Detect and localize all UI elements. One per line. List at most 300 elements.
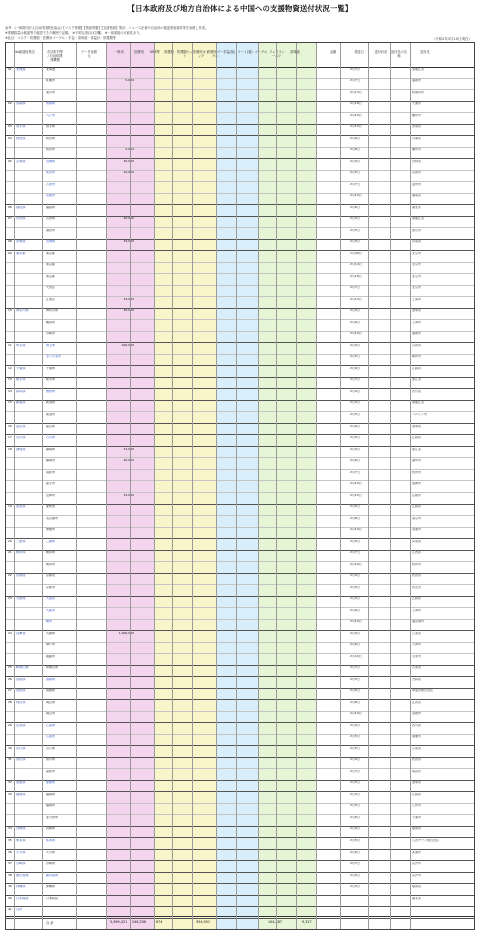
donor-name: 和歌山県 <box>46 666 59 670</box>
shipping-date: 2月4日 <box>350 597 360 601</box>
destination: 北京市 <box>412 286 422 290</box>
donor-name: 石川県 <box>46 436 56 440</box>
donor-name: 東京都 <box>46 274 56 278</box>
destination: 四川省 <box>412 723 422 727</box>
donor-name: 鹿児島県 <box>46 873 59 877</box>
donor-name: 福岡県 <box>46 792 56 796</box>
donor-name: 川崎市 <box>46 332 56 336</box>
shipping-date: 2月7日 <box>350 551 360 555</box>
mask-quantity: 30,000 <box>123 159 134 163</box>
grid-line <box>296 43 297 929</box>
header-cell: 防護服セット <box>177 50 193 58</box>
shipping-date: 2月5日 <box>350 873 360 877</box>
prefecture-name: 愛知県 <box>16 505 26 509</box>
donor-name: 高松市 <box>46 769 56 773</box>
mask-quantity: 200,000 <box>121 343 134 347</box>
row-number: 23 <box>8 597 12 601</box>
destination: 北京市 <box>412 263 422 267</box>
prefecture-name: 茨城県 <box>16 240 26 244</box>
mask-quantity: 31,000 <box>123 447 134 451</box>
total-n95: 874 <box>156 920 163 924</box>
prefecture-name: 沖縄県 <box>16 885 26 889</box>
destination: 重慶市 <box>412 735 422 739</box>
shipping-date: 2月5日 <box>350 505 360 509</box>
donor-name: 大阪府 <box>46 597 56 601</box>
prefecture-name: 長崎県 <box>16 827 26 831</box>
shipping-date: 2月5日 <box>350 412 360 416</box>
donor-name: 三重県 <box>46 539 56 543</box>
destination: 洛陽市 <box>412 712 422 716</box>
shipping-date: 2月5日 <box>350 735 360 739</box>
destination: 上海市 <box>412 297 422 301</box>
grid-line <box>236 43 237 929</box>
shipping-date: 2月5日 <box>350 436 360 440</box>
row-number: 26 <box>8 677 12 681</box>
grid-line <box>192 43 193 929</box>
donor-name: 宮城県 <box>46 159 56 163</box>
prefecture-name: 神奈川県 <box>16 309 29 313</box>
destination: 杭州市 <box>412 562 422 566</box>
shipping-date: 2月13日 <box>350 297 362 301</box>
row-number: 07 <box>8 217 12 221</box>
shipping-date: 2月10日 <box>350 125 362 129</box>
prefecture-name: 山口県 <box>16 746 26 750</box>
destination: 長春市 <box>412 171 422 175</box>
shipping-date: 2月4日 <box>350 309 360 313</box>
header-cell: フェイスシールド <box>269 50 285 58</box>
row-number: 41 <box>8 908 12 912</box>
shipping-date: 2月6日 <box>350 608 360 612</box>
shipping-date: 2月18日 <box>350 274 362 278</box>
destination: 江西省 <box>412 700 422 704</box>
grid-line <box>106 43 107 929</box>
prefecture-name: 広島県 <box>16 723 26 727</box>
grid-line <box>390 43 391 929</box>
row-number: 27 <box>8 689 12 693</box>
note-line: ※品目：マスク・防護服・医療用ゴーグル・手袋・消毒液・体温計・防護服等 <box>5 36 116 40</box>
prefecture-name: 日本政府 <box>16 896 29 900</box>
destination: 広東省 <box>412 631 422 635</box>
prefecture-name: 千葉県 <box>16 366 26 370</box>
row-number: 40 <box>8 896 12 900</box>
donor-name: 長崎県 <box>46 827 56 831</box>
destination: 浙江省 <box>412 447 422 451</box>
note-line: ※寄贈数量は報道等で確認できた範囲で記載。 ※不明な項目は空欄。 ※一部重複の可能性あり。 <box>5 31 143 35</box>
row-number: 12 <box>8 366 12 370</box>
donor-name: 札幌市 <box>46 79 56 83</box>
document-title: 【日本政府及び地方自治体による中国への支援物資送付状況一覧】 <box>127 4 353 13</box>
donor-name: 青森県 <box>46 102 56 106</box>
destination: 甘粛省 <box>412 136 422 140</box>
total-medical: 246,336 <box>132 920 147 924</box>
shipping-date: 2月5日 <box>350 539 360 543</box>
total-suits: 354,951 <box>196 920 211 924</box>
destination: 大連市 <box>412 102 422 106</box>
destination: 湖州市 <box>412 459 422 463</box>
prefecture-name: 宮城県 <box>16 159 26 163</box>
donor-name: 兵庫県 <box>46 631 56 635</box>
row-number: 22 <box>8 574 12 578</box>
prefecture-name: 兵庫県 <box>16 631 26 635</box>
grid-line <box>154 43 155 929</box>
shipping-date: 2月5日 <box>350 689 360 693</box>
header-cell: 手袋(組) <box>222 50 236 54</box>
destination: 太原市 <box>412 654 422 658</box>
destination: 大連市 <box>412 815 422 819</box>
mask-quantity: 20,000 <box>123 459 134 463</box>
prefecture-name: 愛媛県 <box>16 781 26 785</box>
shipping-date: 2月7日 <box>350 286 360 290</box>
destination: 山東省 <box>412 746 422 750</box>
row-number: 39 <box>8 885 12 889</box>
header-cell: 医療用 <box>134 50 144 54</box>
destination: 湖北省 <box>412 205 422 209</box>
shipping-date: 2月4日 <box>350 885 360 889</box>
shipping-date: 1月30日 <box>350 251 362 255</box>
destination: 蘭州市 <box>412 148 422 152</box>
shipping-date: 2月5日 <box>350 171 360 175</box>
donor-name: 沖縄県 <box>46 885 56 889</box>
row-number: 03 <box>8 125 12 129</box>
shipping-date: 2月13日 <box>350 90 362 94</box>
shipping-date: 2月5日 <box>350 746 360 750</box>
prefecture-name: 栃木県 <box>16 378 26 382</box>
donor-name: 静岡市 <box>46 459 56 463</box>
destination: 瀋陽市 <box>412 332 422 336</box>
grid-line <box>42 43 43 929</box>
donor-name: 京都府 <box>46 574 56 578</box>
row-number: 11 <box>8 343 12 347</box>
row-number: 21 <box>8 551 12 555</box>
row-number: 35 <box>8 838 12 842</box>
destination: 西安市 <box>412 585 422 589</box>
donor-name: 千葉県 <box>46 366 56 370</box>
destination: 温州市 <box>412 182 422 186</box>
prefecture-name: 山形県 <box>16 217 26 221</box>
donor-name: 沼津市 <box>46 493 56 497</box>
shipping-date: 2月7日 <box>350 666 360 670</box>
destination: 寧夏回族自治区 <box>412 689 434 693</box>
donor-name: 京都市 <box>46 585 56 589</box>
destination: 長沙市 <box>412 862 422 866</box>
shipping-date: 2月5日 <box>350 838 360 842</box>
row-number: 30 <box>8 746 12 750</box>
prefecture-name: 鳥取県 <box>16 677 26 681</box>
donor-name: 姫路市 <box>46 654 56 658</box>
shipping-date: 2月10日 <box>350 562 362 566</box>
donor-name: 岡山市 <box>46 712 56 716</box>
prefecture-name: 静岡県 <box>16 447 26 451</box>
destination: 広州市 <box>412 804 422 808</box>
destination: 江蘇省 <box>412 792 422 796</box>
donor-name: 日本政府 <box>46 896 59 900</box>
donor-name: 愛知県 <box>46 505 56 509</box>
shipping-date: 2月4日 <box>350 159 360 163</box>
destination: 鄭州市 <box>412 355 422 359</box>
row-number: 06 <box>8 205 12 209</box>
shipping-date: 2月6日 <box>350 136 360 140</box>
shipping-date: 2月14日 <box>350 263 362 267</box>
shipping-date: 2月10日 <box>350 654 362 658</box>
row-number: 33 <box>8 792 12 796</box>
donor-name: 愛媛県 <box>46 781 56 785</box>
donor-name: 仙台市 <box>46 171 56 175</box>
donor-name: 栃木県 <box>46 378 56 382</box>
donor-name: 広島県 <box>46 723 56 727</box>
donor-name: 北海道 <box>46 67 56 71</box>
destination: 湖北省 <box>412 896 422 900</box>
destination: 吉林省 <box>412 677 422 681</box>
shipping-date: 2月7日 <box>350 182 360 186</box>
header-cell: 市区町村等 / 自治体関連機関 <box>47 50 63 62</box>
prefecture-name: 熊本県 <box>16 838 26 842</box>
header-cell: コート(着) <box>237 50 253 54</box>
row-number: 17 <box>8 436 12 440</box>
donor-name: 静岡県 <box>46 447 56 451</box>
destination: 四川省 <box>412 389 422 393</box>
donor-name: 大田区 <box>46 286 56 290</box>
mask-quantity: 15,000 <box>123 493 134 497</box>
mask-quantity: 34,000 <box>123 297 134 301</box>
destination: 遼寧省 <box>412 424 422 428</box>
donor-name: 埼玉県 <box>46 343 56 347</box>
grid-line <box>340 43 341 929</box>
shipping-date: 2月10日 <box>350 113 362 117</box>
shipping-date: 2月6日 <box>350 815 360 819</box>
donor-name: 山形県 <box>46 217 56 221</box>
header-cell: 防護服 <box>164 50 174 54</box>
prefecture-name: 岩手県 <box>16 125 26 129</box>
destination: 江蘇省 <box>412 597 422 601</box>
donor-name: 香川県 <box>46 758 56 762</box>
grid-line <box>76 43 77 929</box>
row-number: 01 <box>8 67 12 71</box>
shipping-date: 2月18日 <box>350 102 362 106</box>
destination: 河南省 <box>412 539 422 543</box>
mask-quantity: 10,000 <box>123 171 134 175</box>
destination: 唐山市 <box>412 228 422 232</box>
row-number: 28 <box>8 700 12 704</box>
destination: 北京市 <box>412 251 422 255</box>
donor-name: 茨城県 <box>46 240 56 244</box>
destination: 南通市 <box>412 528 422 532</box>
destination: 広西チワン族自治区 <box>412 838 440 842</box>
row-number: 09 <box>8 251 12 255</box>
shipping-date: 2月10日 <box>350 332 362 336</box>
row-number: 04 <box>8 136 12 140</box>
destination: 陝西省 <box>412 574 422 578</box>
row-number: 10 <box>8 309 12 313</box>
note-line: 参考：(一般財団法人自治体国際化協会)【マスク寄贈】【物資寄贈】【支援物資】集計、ニュース記事や自治体の報道発表資料等を参照し作成。 <box>5 26 209 30</box>
destination: 湖南省 <box>412 194 422 198</box>
donor-name: 福島県 <box>46 205 56 209</box>
shipping-date: 2月6日 <box>350 850 360 854</box>
destination: 遼寧省 <box>412 781 422 785</box>
prefecture-name: 京都府 <box>16 574 26 578</box>
grid-line <box>258 43 259 929</box>
prefecture-name: 秋田県 <box>16 136 26 140</box>
destination: 長沙市 <box>412 873 422 877</box>
destination: 上海市 <box>412 608 422 612</box>
shipping-date: 2月6日 <box>350 643 360 647</box>
shipping-date: 2月6日 <box>350 205 360 209</box>
donor-name: 秋田県 <box>46 136 56 140</box>
shipping-date: 2月10日 <box>350 620 362 624</box>
destination: 黒龍江省 <box>412 401 425 405</box>
shipping-date: 2月4日 <box>350 631 360 635</box>
prefecture-name: 和歌山県 <box>16 666 29 670</box>
grid-line <box>410 43 411 929</box>
shipping-date: 2月6日 <box>350 700 360 704</box>
donor-name: 岡山県 <box>46 700 56 704</box>
shipping-date: 2月4日 <box>350 574 360 578</box>
shipping-date: 2月5日 <box>350 355 360 359</box>
row-number: 25 <box>8 666 12 670</box>
donor-name: 宮崎県 <box>46 862 56 866</box>
destination: 南昌市 <box>412 769 422 773</box>
grid-line <box>316 43 317 929</box>
shipping-date: 2月10日 <box>350 194 362 198</box>
shipping-date: 2月7日 <box>350 67 360 71</box>
shipping-date: 2月10日 <box>350 482 362 486</box>
row-number: 24 <box>8 631 12 635</box>
prefecture-name: 新潟県 <box>16 401 26 405</box>
grid-line <box>14 43 15 929</box>
donor-name: 福岡市 <box>46 804 56 808</box>
donor-name: 新潟市 <box>46 412 56 416</box>
prefecture-name: 宮崎県 <box>16 862 26 866</box>
shipping-date: 2月4日 <box>350 827 360 831</box>
donor-name: 八戸市 <box>46 113 56 117</box>
header-cell: 送付先の名称 <box>391 50 407 58</box>
prefecture-name: 岐阜県 <box>16 551 26 555</box>
shipping-date: 2月4日 <box>350 343 360 347</box>
shipping-date: 2月6日 <box>350 516 360 520</box>
destination: 浙江省 <box>412 378 422 382</box>
row-number: 16 <box>8 424 12 428</box>
donor-name: 鳥取県 <box>46 677 56 681</box>
total-disinfect: 9,327 <box>302 920 312 924</box>
donor-name: 旭川市 <box>46 90 56 94</box>
shipping-date: 2月10日 <box>350 528 362 532</box>
destination: 黒龍江省 <box>412 217 425 221</box>
destination: 武漢市 <box>412 850 422 854</box>
prefecture-name: 島根県 <box>16 689 26 693</box>
donor-name: 豊橋市 <box>46 528 56 532</box>
prefecture-name: 香川県 <box>16 758 26 762</box>
header-cell: ゴーグル <box>254 50 268 54</box>
donor-name: 横浜市 <box>46 320 56 324</box>
as-of-date: （令和2年3月10日現在） <box>431 37 472 41</box>
donor-name: 東京都 <box>46 251 56 255</box>
destination: 江蘇省 <box>412 366 422 370</box>
row-number: 18 <box>8 447 12 451</box>
row-number: 38 <box>8 873 12 877</box>
prefecture-name: 青森県 <box>16 102 26 106</box>
row-number: 20 <box>8 539 12 543</box>
destination: 河南省 <box>412 240 422 244</box>
header-cell: 送付状況 <box>374 50 388 54</box>
destination: 哈爾浜市 <box>412 90 425 94</box>
donor-name: 秋田市 <box>46 148 56 152</box>
shipping-date: 2月7日 <box>350 769 360 773</box>
row-number: 32 <box>8 781 12 785</box>
donor-name: 群馬県 <box>46 389 56 393</box>
header-cell: データ参照元 <box>81 50 97 58</box>
destination: 福建省 <box>412 885 422 889</box>
shipping-date: 2月7日 <box>350 470 360 474</box>
prefecture-name: 福島県 <box>16 205 26 209</box>
grid-line <box>368 43 369 929</box>
prefecture-name: 福岡県 <box>16 792 26 796</box>
shipping-date: 2月3日 <box>350 240 360 244</box>
prefecture-name: 群馬県 <box>16 389 26 393</box>
donor-name: 名取市 <box>46 194 56 198</box>
destination: 南京市 <box>412 516 422 520</box>
mask-quantity: 5,000 <box>125 148 134 152</box>
donor-name: 岐阜県 <box>46 551 56 555</box>
destination: 蘭州市 <box>412 113 422 117</box>
shipping-date: 2月4日 <box>350 447 360 451</box>
header-cell: No. <box>14 50 20 54</box>
donor-name: 酒田市 <box>46 228 56 232</box>
prefecture-name: 石川県 <box>16 436 26 440</box>
grid-line <box>276 43 277 929</box>
donor-name: 神戸市 <box>46 643 56 647</box>
donor-name: 広島市 <box>46 735 56 739</box>
grid-line <box>172 43 173 929</box>
donor-name: 大分県 <box>46 850 56 854</box>
shipping-date: 2月10日 <box>350 712 362 716</box>
shipping-date: 2月5日 <box>350 781 360 785</box>
destination: 吉林省 <box>412 159 422 163</box>
shipping-date: 2月4日 <box>350 723 360 727</box>
prefecture-name: 北海道 <box>16 67 26 71</box>
destination: 江蘇省 <box>412 436 422 440</box>
donor-name: 熊本県 <box>46 838 56 842</box>
donor-name: さいたま市 <box>46 355 62 359</box>
header-cell: N95等 <box>150 50 160 54</box>
notes <box>5 26 425 41</box>
shipping-date: 2月6日 <box>350 148 360 152</box>
row-number: 37 <box>8 862 12 866</box>
destination: 嘉興市 <box>412 482 422 486</box>
shipping-date: 2月6日 <box>350 424 360 428</box>
donor-name: 浜松市 <box>46 470 56 474</box>
donor-name: 新潟県 <box>46 401 56 405</box>
row-number: 02 <box>8 102 12 106</box>
destination: 北京市 <box>412 274 422 278</box>
donor-name: 山口県 <box>46 746 56 750</box>
header-cell: 発送日 <box>354 50 364 54</box>
donor-name: 東京都 <box>46 263 56 267</box>
header-cell: 一般用 <box>114 50 124 54</box>
grid-line <box>216 43 217 929</box>
donor-name: 大阪市 <box>46 608 56 612</box>
destination: ハルビン市 <box>412 412 428 416</box>
donor-name: 富山県 <box>46 424 56 428</box>
destination: 江西省 <box>412 551 422 555</box>
destination: 山東省 <box>412 666 422 670</box>
destination: 江蘇省 <box>412 505 422 509</box>
header-cell: 送付先 <box>420 50 430 54</box>
destination: 雲南省 <box>412 125 422 129</box>
destination: 上海市 <box>412 320 422 324</box>
totals-label: 合 計 <box>46 921 54 925</box>
destination: 杭州市 <box>412 470 422 474</box>
prefecture-name: 大分県 <box>16 850 26 854</box>
mask-quantity: 30,000 <box>123 309 134 313</box>
